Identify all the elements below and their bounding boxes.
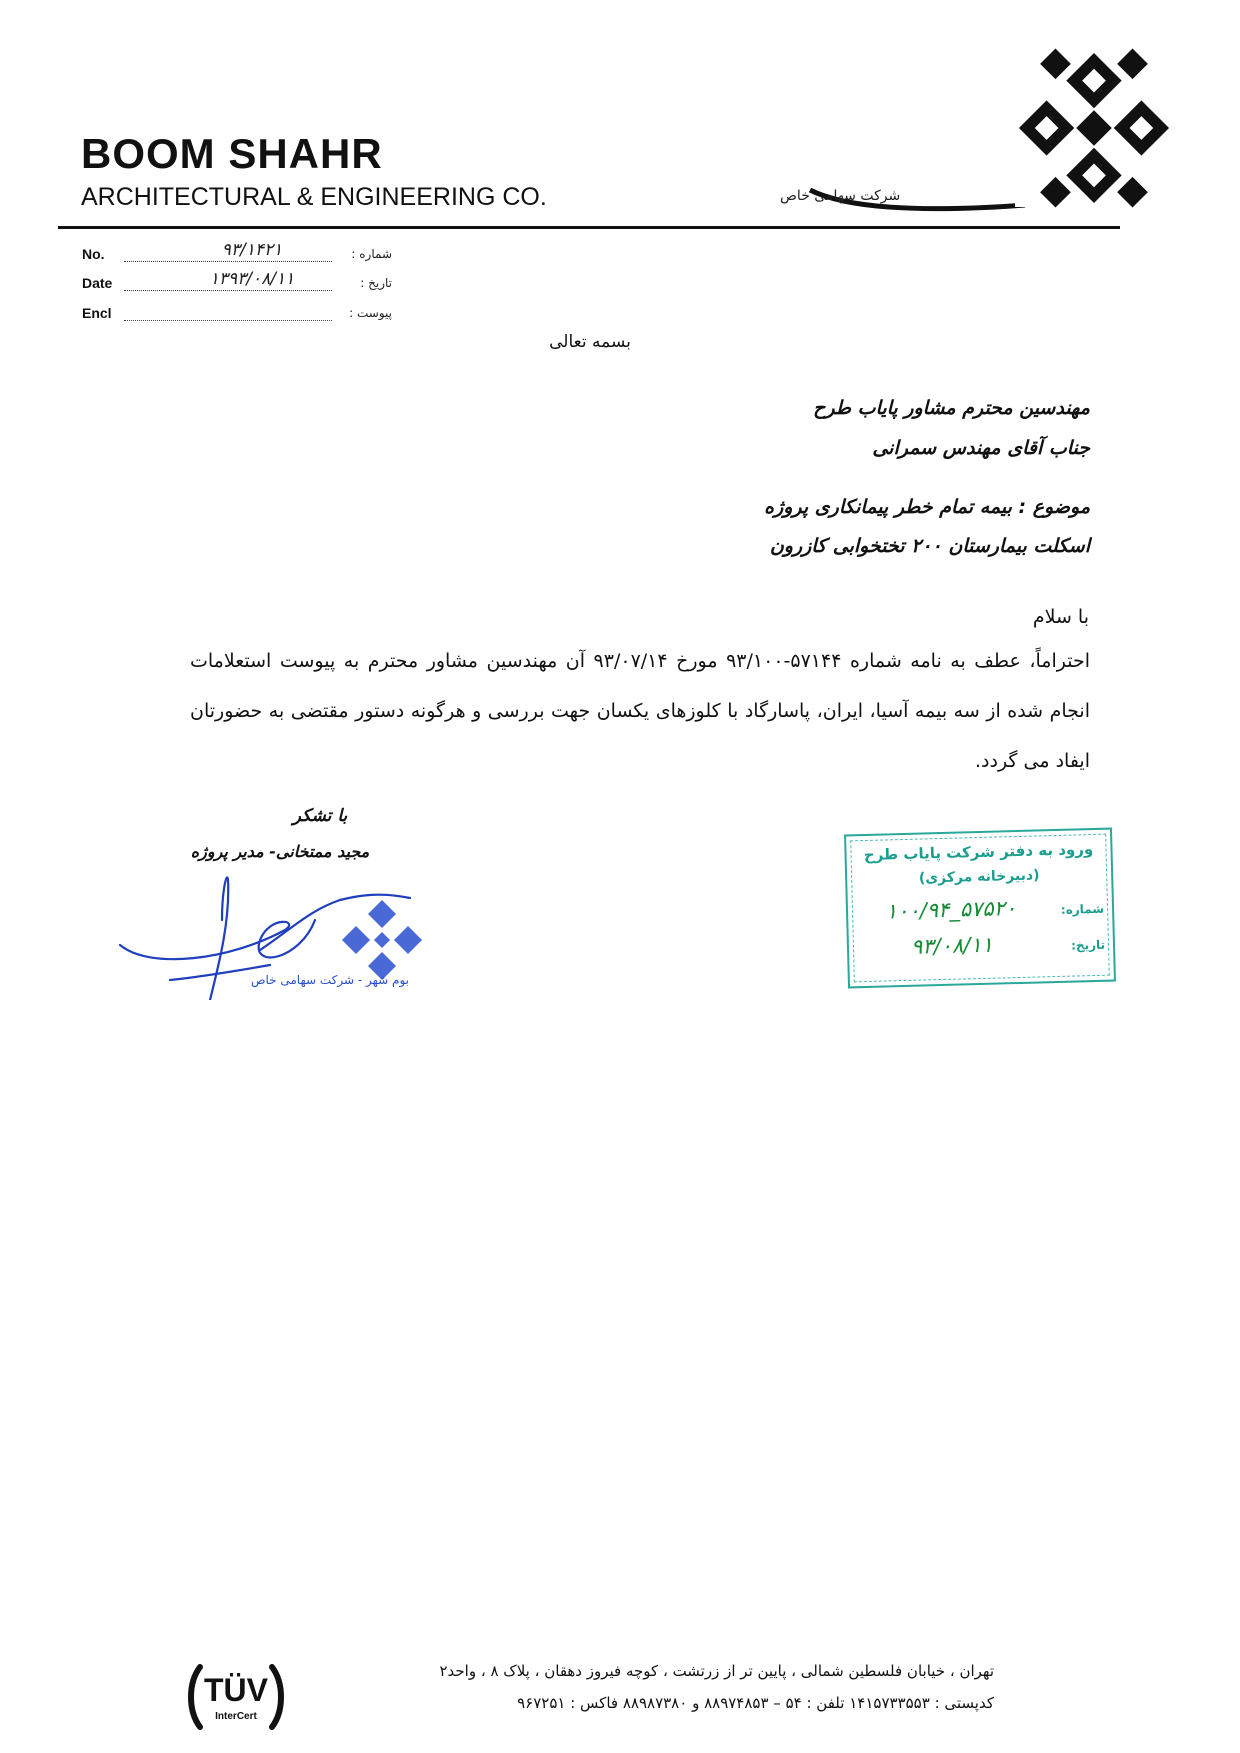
reference-enclosure-label: Encl [82,305,112,321]
boom-shahr-logo-icon [1015,48,1173,208]
reference-number-value: ۹۳/۱۴۲۱ [221,240,283,260]
reference-date-row [82,269,392,295]
reference-date-label-fa: تاریخ : [360,276,392,290]
footer-address: تهران ، خیابان فلسطین شمالی ، پایین تر از زرتشت ، کوچه فیروز دهقان ، پلاک ۸ ، واحد۲ [439,1662,994,1680]
recipient-line-1: مهندسین محترم مشاور پایاب طرح [813,397,1090,419]
signature-and-company-seal [110,860,430,1000]
company-subtitle-en: ARCHITECTURAL & ENGINEERING CO. [81,183,547,211]
reference-date-value: ۱۳۹۳/۰۸/۱۱ [209,269,295,289]
recipient-line-2: جناب آقای مهندس سمرانی [872,437,1090,459]
header-rule [58,226,1120,229]
signature-seal-text: بوم شهر - شرکت سهامی خاص [250,973,410,987]
letter-body: احتراماً، عطف به نامه شماره ۵۷۱۴۴-۹۳/۱۰۰ مورخ ۹۳/۰۷/۱۴ آن مهندسین مشاور محترم به پیوست استعلامات انجام شده از سه بیمه آسیا، ایران، پاسارگاد با کلوزهای یکسان جهت بررسی و هرگونه دستور مقتضی به حضورتان ایفاد می گردد. [190,650,1091,772]
reference-number-label: No. [82,246,105,262]
dotted-line [124,290,332,291]
stamp-subtitle: (دبیرخانه مرکزی) [918,867,1040,887]
company-name-en: BOOM SHAHR [81,130,383,177]
tuv-brand-text: TÜV [204,1672,268,1708]
footer-contact: کدپستی : ۱۴۱۵۷۳۳۵۵۳ تلفن : ۵۴ – ۸۸۹۷۴۸۵۳ و ۸۸۹۸۷۳۸۰ فاکس : ۹۶۷۲۵۱ [517,1694,994,1712]
received-stamp [844,828,1116,989]
reference-enclosure-label-fa: پیوست : [349,306,392,320]
reference-enclosure-row [82,303,392,325]
reference-number-label-fa: شماره : [351,247,392,261]
stamp-number-label: شماره: [1060,901,1105,917]
stamp-title: ورود به دفتر شرکت پایاب طرح [863,840,1094,865]
company-type-fa: شرکت سهامی خاص [780,188,901,204]
stamp-date-label: تاریخ: [1070,937,1106,953]
subject-line-2: اسکلت بیمارستان ۲۰۰ تختخوابی کازرون [769,535,1090,557]
greeting: با سلام [1032,606,1089,628]
stamp-number-value: ۱۰۰/۹۴_۵۷۵۲۰ [885,896,1017,924]
signer-name: مجید ممتخانی- مدیر پروژه [190,842,370,861]
closing: با تشکر [292,806,348,826]
dotted-line [124,261,332,262]
reference-number-row [82,240,392,266]
tuv-sub-text: InterCert [215,1711,257,1722]
dotted-line [124,320,332,321]
reference-date-label: Date [82,275,113,291]
stamp-date-value: ۹۳/۰۸/۱۱ [910,932,994,959]
invocation: بسمه تعالی [549,332,631,352]
subject-line-1: موضوع : بیمه تمام خطر پیمانکاری پروژه [764,496,1090,518]
tuv-certification-logo [186,1659,286,1735]
